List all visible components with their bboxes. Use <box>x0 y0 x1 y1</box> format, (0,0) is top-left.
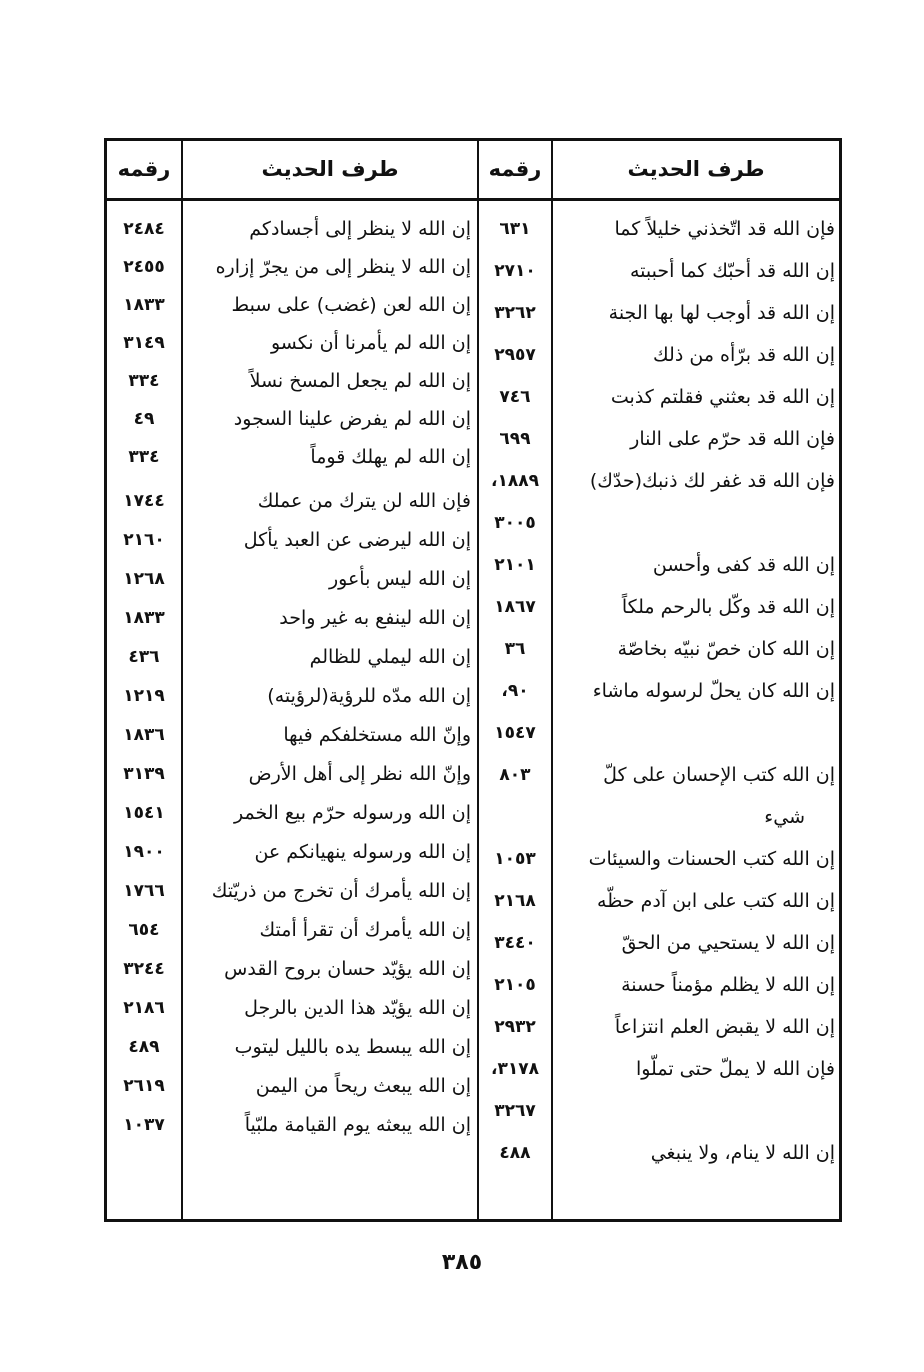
hadith-number: ١٨٨٩، <box>491 471 539 491</box>
hadith-number: ١٧٦٦ <box>123 881 165 901</box>
hadith-number: ١٠٣٧ <box>123 1115 165 1135</box>
hadith-entry: إن الله كتب على ابن آدم حظّه <box>597 890 835 912</box>
hadith-number: ١٢١٩ <box>123 686 165 706</box>
hadith-entry: إن الله لينفع به غير واحد <box>279 607 471 629</box>
hadith-entry: إن الله لعن (غضب) على سبط <box>231 294 471 316</box>
hadith-number: ٣٦ <box>504 639 526 659</box>
hadith-number: ٢٦١٩ <box>123 1076 165 1096</box>
hadith-entry: فإن الله قد حرّم على النار <box>630 428 835 450</box>
hadith-entry: إن الله لا يظلم مؤمناً حسنة <box>621 974 835 996</box>
hadith-number: ٣٠٠٥ <box>494 513 536 533</box>
hadith-number: ٢٤٨٤ <box>123 219 165 239</box>
hadith-number: ١٨٣٦ <box>123 725 165 745</box>
hadith-entry: إن الله قد وكّل بالرحم ملكاً <box>621 596 835 618</box>
hadith-entry: فإن الله قد غفر لك ذنبك(حدّك) <box>589 470 835 492</box>
hadith-entry: إن الله يؤيّد حسان بروح القدس <box>224 958 471 980</box>
header-right-text: طرف الحديث <box>627 157 765 181</box>
hadith-entry: إن الله ورسوله ينهيانكم عن <box>254 841 471 863</box>
hadith-number: ١٢٦٨ <box>123 569 165 589</box>
hadith-entry: إن الله لا ينظر إلى من يجرّ إزاره <box>215 256 471 278</box>
hadith-number: ٣٤٤٠ <box>494 933 536 953</box>
hadith-entry: فإن الله لن يترك من عملك <box>257 490 471 512</box>
hadith-entry: إن الله لا ينام، ولا ينبغي <box>650 1142 835 1164</box>
hadith-entry: إن الله يأمرك أن تقرأ أمتك <box>259 919 471 941</box>
hadith-entry: إن الله مدّه للرؤية(لرؤيته) <box>267 685 471 707</box>
hadith-number: ٤٨٨ <box>499 1143 531 1163</box>
hadith-number: ٨٠٣ <box>499 765 531 785</box>
hadith-entry: وإنّ الله نظر إلى أهل الأرض <box>248 763 471 785</box>
hadith-number: ٣٣٤ <box>128 371 160 391</box>
hadith-entry: إن الله لم يفرض علينا السجود <box>233 408 471 430</box>
hadith-number: ٢١٦٠ <box>123 530 165 550</box>
header-left-text: طرف الحديث <box>261 157 399 181</box>
header-divider <box>107 198 839 201</box>
hadith-number: ٤٩ <box>133 409 155 429</box>
hadith-number: ١٥٤٧ <box>494 723 536 743</box>
hadith-number: ٢١٦٨ <box>494 891 536 911</box>
hadith-entry: إن الله ليرضى عن العبد يأكل <box>243 529 471 551</box>
hadith-number: ٤٨٩ <box>128 1037 160 1057</box>
hadith-number: ١٨٣٣ <box>123 295 165 315</box>
hadith-number: ١٠٥٣ <box>494 849 536 869</box>
hadith-entry: فإن الله قد اتّخذني خليلاً كما <box>614 218 835 240</box>
hadith-number: ٩٠، <box>501 681 529 701</box>
hadith-number: ٢٩٥٧ <box>494 345 536 365</box>
hadith-number: ١٩٠٠ <box>123 842 165 862</box>
hadith-number: ٣١٣٩ <box>123 764 165 784</box>
hadith-entry: إن الله يؤيّد هذا الدين بالرجل <box>244 997 471 1019</box>
hadith-entry: إن الله لم يجعل المسخ نسلاً <box>249 370 471 392</box>
hadith-number: ١٨٦٧ <box>494 597 536 617</box>
hadith-entry: إن الله قد برّأه من ذلك <box>653 344 835 366</box>
hadith-number: ٢١٠٥ <box>494 975 536 995</box>
hadith-number: ٣٣٤ <box>128 447 160 467</box>
hadith-entry: إن الله يبسط يده بالليل ليتوب <box>234 1036 471 1058</box>
hadith-number: ١٥٤١ <box>123 803 165 823</box>
hadith-number: ٢١٠١ <box>494 555 536 575</box>
hadith-number: ٣٢٤٤ <box>123 959 165 979</box>
hadith-entry: إن الله قد بعثني فقلتم كذبت <box>610 386 835 408</box>
hadith-number: ١٨٣٣ <box>123 608 165 628</box>
hadith-number: ٢١٨٦ <box>123 998 165 1018</box>
hadith-number: ٣١٧٨، <box>491 1059 539 1079</box>
hadith-entry: إن الله لا يستحيي من الحقّ <box>621 932 835 954</box>
hadith-entry: إن الله كتب الحسنات والسيئات <box>588 848 835 870</box>
hadith-number: ٣٢٦٢ <box>494 303 536 323</box>
hadith-entry: إن الله كان يحلّ لرسوله ماشاء <box>592 680 835 702</box>
hadith-entry: إن الله يبعثه يوم القيامة ملبّياً <box>244 1114 471 1136</box>
hadith-entry: إن الله لا ينظر إلى أجسادكم <box>249 218 471 240</box>
hadith-number: ٦٩٩ <box>499 429 531 449</box>
hadith-entry: إن الله قد أوجب لها بها الجنة <box>608 302 835 324</box>
hadith-number: ١٧٤٤ <box>123 491 165 511</box>
hadith-number: ٢٤٥٥ <box>123 257 165 277</box>
hadith-entry: إن الله لم يهلك قوماً <box>310 446 471 468</box>
hadith-number: ٤٣٦ <box>128 647 160 667</box>
header-left-num: رقمه <box>117 157 171 181</box>
hadith-entry-continuation: شيء <box>764 806 805 828</box>
page-number: ٣٨٥ <box>441 1250 483 1275</box>
hadith-entry: إن الله يأمرك أن تخرج من ذريّتك <box>211 880 471 902</box>
index-table <box>104 138 842 1222</box>
hadith-number: ٢٧١٠ <box>494 261 536 281</box>
hadith-number: ٦٣١ <box>499 219 531 239</box>
hadith-entry: إن الله ليملي للظالم <box>309 646 471 668</box>
hadith-entry: إن الله لم يأمرنا أن نكسو <box>270 332 471 354</box>
hadith-entry: إن الله لا يقبض العلم انتزاعاً <box>614 1016 835 1038</box>
hadith-entry: إن الله قد كفى وأحسن <box>652 554 835 576</box>
hadith-entry: وإنّ الله مستخلفكم فيها <box>283 724 471 746</box>
hadith-entry: إن الله ورسوله حرّم بيع الخمر <box>234 802 471 824</box>
hadith-entry: إن الله يبعث ريحاً من اليمن <box>255 1075 471 1097</box>
hadith-number: ٦٥٤ <box>128 920 160 940</box>
hadith-entry: إن الله كان خصّ نبيّه بخاصّة <box>617 638 835 660</box>
hadith-entry: إن الله ليس بأعور <box>328 568 471 590</box>
hadith-number: ٢٩٣٢ <box>494 1017 536 1037</box>
hadith-entry: إن الله كتب الإحسان على كلّ <box>603 764 835 786</box>
hadith-number: ٣١٤٩ <box>123 333 165 353</box>
hadith-number: ٣٢٦٧ <box>494 1101 536 1121</box>
hadith-entry: إن الله قد أحبّك كما أحببته <box>629 260 835 282</box>
header-right-num: رقمه <box>488 157 542 181</box>
hadith-entry: فإن الله لا يملّ حتى تملّوا <box>635 1058 835 1080</box>
hadith-number: ٧٤٦ <box>499 387 531 407</box>
